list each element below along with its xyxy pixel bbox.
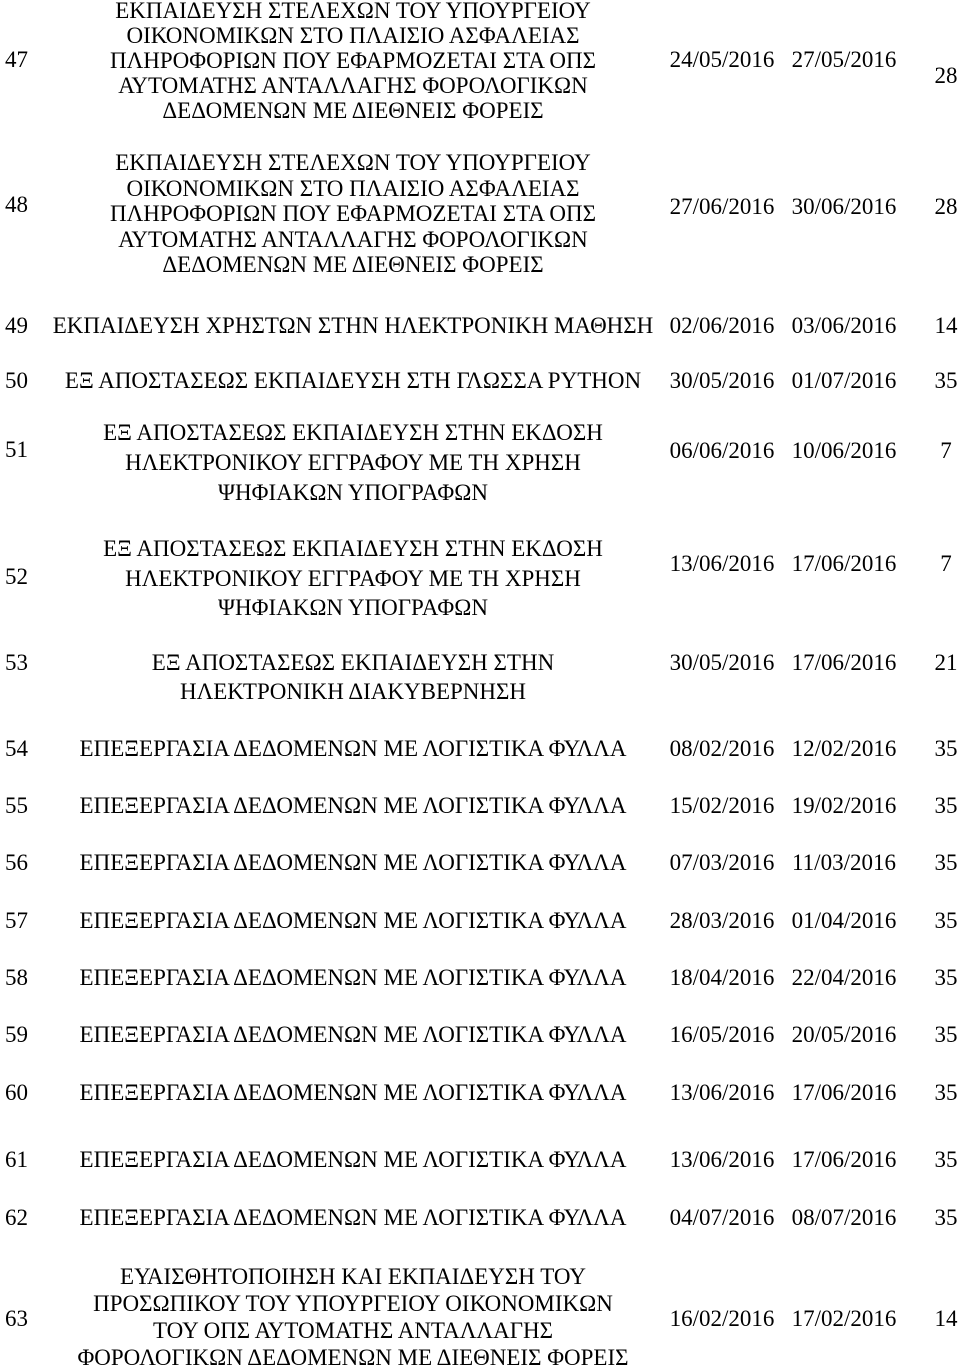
row-number: 52 (5, 564, 28, 589)
course-title-line: ΑΥΤΟΜΑΤΗΣ ΑΝΤΑΛΛΑΓΗΣ ΦΟΡΟΛΟΓΙΚΩΝ (118, 226, 588, 252)
course-title-line: ΗΛΕΚΤΡΟΝΙΚΟΥ ΕΓΓΡΑΦΟΥ ΜΕ ΤΗ ΧΡΗΣΗ (125, 450, 581, 475)
row-number: 60 (5, 1080, 28, 1105)
start-date: 30/05/2016 (669, 368, 775, 393)
hours: 35 (934, 850, 958, 875)
hours: 35 (934, 368, 958, 393)
course-title-line: ΕΞ ΑΠΟΣΤΑΣΕΩΣ ΕΚΠΑΙΔΕΥΣΗ ΣΤΗΝ ΕΚΔΟΣΗ (103, 420, 603, 445)
end-date: 20/05/2016 (791, 1022, 897, 1047)
start-date: 18/04/2016 (669, 965, 775, 990)
row-number: 55 (5, 793, 28, 818)
course-title (40, 0, 666, 123)
row-number: 56 (5, 850, 28, 875)
end-date: 12/02/2016 (791, 736, 897, 761)
end-date: 30/06/2016 (791, 194, 897, 219)
course-title (40, 793, 666, 819)
start-date: 04/07/2016 (669, 1205, 775, 1230)
course-title (40, 1022, 666, 1048)
hours: 28 (934, 63, 958, 88)
course-title-line: ΕΠΕΞΕΡΓΑΣΙΑ ΔΕΔΟΜΕΝΩΝ ΜΕ ΛΟΓΙΣΤΙΚΑ ΦΥΛΛΑ (79, 1080, 627, 1105)
end-date: 08/07/2016 (791, 1205, 897, 1230)
end-date: 01/04/2016 (791, 908, 897, 933)
row-number: 49 (5, 313, 28, 338)
end-date: 17/06/2016 (791, 650, 897, 675)
course-title-line: ΕΠΕΞΕΡΓΑΣΙΑ ΔΕΔΟΜΕΝΩΝ ΜΕ ΛΟΓΙΣΤΙΚΑ ΦΥΛΛΑ (79, 1147, 627, 1172)
course-title (40, 965, 666, 991)
end-date: 17/02/2016 (791, 1306, 897, 1331)
course-title (40, 1080, 666, 1106)
course-title-line: ΟΙΚΟΝΟΜΙΚΩΝ ΣΤΟ ΠΛΑΙΣΙΟ ΑΣΦΑΛΕΙΑΣ (126, 175, 580, 201)
start-date: 13/06/2016 (669, 1147, 775, 1172)
course-title (40, 648, 666, 706)
course-title (40, 368, 666, 394)
course-title-line: ΕΠΕΞΕΡΓΑΣΙΑ ΔΕΔΟΜΕΝΩΝ ΜΕ ΛΟΓΙΣΤΙΚΑ ΦΥΛΛΑ (79, 736, 627, 761)
end-date: 22/04/2016 (791, 965, 897, 990)
course-title-line: ΗΛΕΚΤΡΟΝΙΚΟΥ ΕΓΓΡΑΦΟΥ ΜΕ ΤΗ ΧΡΗΣΗ (125, 565, 581, 591)
course-title-line: ΟΙΚΟΝΟΜΙΚΩΝ ΣΤΟ ΠΛΑΙΣΙΟ ΑΣΦΑΛΕΙΑΣ (126, 23, 580, 48)
hours: 35 (934, 1080, 958, 1105)
course-title-line: ΠΛΗΡΟΦΟΡΙΩΝ ΠΟΥ ΕΦΑΡΜΟΖΕΤΑΙ ΣΤΑ ΟΠΣ (109, 48, 597, 73)
course-title-line: ΕΠΕΞΕΡΓΑΣΙΑ ΔΕΔΟΜΕΝΩΝ ΜΕ ΛΟΓΙΣΤΙΚΑ ΦΥΛΛΑ (79, 793, 627, 818)
start-date: 13/06/2016 (669, 1080, 775, 1105)
hours: 35 (934, 793, 958, 818)
end-date: 01/07/2016 (791, 368, 897, 393)
course-title-line: ΠΡΟΣΩΠΙΚΟΥ ΤΟΥ ΥΠΟΥΡΓΕΙΟΥ ΟΙΚΟΝΟΜΙΚΩΝ (93, 1291, 613, 1316)
hours: 35 (934, 1022, 958, 1047)
row-number: 53 (5, 650, 28, 675)
end-date: 17/06/2016 (791, 1080, 897, 1105)
course-title-line: ΕΚΠΑΙΔΕΥΣΗ ΧΡΗΣΤΩΝ ΣΤΗΝ ΗΛΕΚΤΡΟΝΙΚΗ ΜΑΘΗΣΗ (52, 313, 654, 338)
row-number: 51 (5, 437, 28, 462)
start-date: 13/06/2016 (669, 551, 775, 576)
course-title-line: ΨΗΦΙΑΚΩΝ ΥΠΟΓΡΑΦΩΝ (218, 595, 488, 620)
start-date: 02/06/2016 (669, 313, 775, 338)
row-number: 61 (5, 1147, 28, 1172)
hours: 28 (934, 194, 958, 219)
hours: 35 (934, 908, 958, 933)
course-title-line: ΗΛΕΚΤΡΟΝΙΚΗ ΔΙΑΚΥΒΕΡΝΗΣΗ (179, 679, 527, 704)
start-date: 27/06/2016 (669, 194, 775, 219)
row-number: 47 (5, 47, 28, 72)
hours: 35 (934, 1147, 958, 1172)
course-title-line: ΕΚΠΑΙΔΕΥΣΗ ΣΤΕΛΕΧΩΝ ΤΟΥ ΥΠΟΥΡΓΕΙΟΥ (115, 150, 591, 175)
start-date: 06/06/2016 (669, 438, 775, 463)
course-title-line: ΑΥΤΟΜΑΤΗΣ ΑΝΤΑΛΛΑΓΗΣ ΦΟΡΟΛΟΓΙΚΩΝ (118, 73, 588, 98)
hours: 21 (934, 650, 958, 675)
course-title (40, 534, 666, 623)
end-date: 17/06/2016 (791, 551, 897, 576)
hours: 35 (934, 965, 958, 990)
hours: 7 (940, 438, 952, 463)
start-date: 07/03/2016 (669, 850, 775, 875)
start-date: 28/03/2016 (669, 908, 775, 933)
start-date: 08/02/2016 (669, 736, 775, 761)
row-number: 48 (5, 192, 28, 217)
row-number: 62 (5, 1205, 28, 1230)
course-title-line: ΔΕΔΟΜΕΝΩΝ ΜΕ ΔΙΕΘΝΕΙΣ ΦΟΡΕΙΣ (162, 252, 544, 277)
course-title-line: ΠΛΗΡΟΦΟΡΙΩΝ ΠΟΥ ΕΦΑΡΜΟΖΕΤΑΙ ΣΤΑ ΟΠΣ (109, 201, 597, 226)
start-date: 30/05/2016 (669, 650, 775, 675)
course-title (40, 313, 666, 339)
course-title (40, 850, 666, 876)
end-date: 10/06/2016 (791, 438, 897, 463)
row-number: 59 (5, 1022, 28, 1047)
course-title-line: ΕΠΕΞΕΡΓΑΣΙΑ ΔΕΔΟΜΕΝΩΝ ΜΕ ΛΟΓΙΣΤΙΚΑ ΦΥΛΛΑ (79, 1022, 627, 1047)
course-title-line: ΕΥΑΙΣΘΗΤΟΠΟΙΗΣΗ ΚΑΙ ΕΚΠΑΙΔΕΥΣΗ ΤΟΥ (120, 1264, 586, 1289)
hours: 7 (940, 551, 952, 576)
course-title-line: ΔΕΔΟΜΕΝΩΝ ΜΕ ΔΙΕΘΝΕΙΣ ΦΟΡΕΙΣ (162, 98, 544, 123)
course-title-line: ΦΟΡΟΛΟΓΙΚΩΝ ΔΕΔΟΜΕΝΩΝ ΜΕ ΔΙΕΘΝΕΙΣ ΦΟΡΕΙΣ (77, 1345, 629, 1370)
start-date: 16/02/2016 (669, 1306, 775, 1331)
course-title (40, 418, 666, 508)
row-number: 63 (5, 1306, 28, 1331)
hours: 14 (934, 1306, 958, 1331)
course-title-line: ΕΠΕΞΕΡΓΑΣΙΑ ΔΕΔΟΜΕΝΩΝ ΜΕ ΛΟΓΙΣΤΙΚΑ ΦΥΛΛΑ (79, 1205, 627, 1230)
hours: 35 (934, 1205, 958, 1230)
end-date: 27/05/2016 (791, 47, 897, 72)
course-title (40, 150, 666, 278)
course-title (40, 1147, 666, 1173)
row-number: 57 (5, 908, 28, 933)
hours: 35 (934, 736, 958, 761)
course-title-line: ΕΞ ΑΠΟΣΤΑΣΕΩΣ ΕΚΠΑΙΔΕΥΣΗ ΣΤΗΝ (151, 650, 555, 675)
start-date: 16/05/2016 (669, 1022, 775, 1047)
course-title-line: ΕΠΕΞΕΡΓΑΣΙΑ ΔΕΔΟΜΕΝΩΝ ΜΕ ΛΟΓΙΣΤΙΚΑ ΦΥΛΛΑ (79, 965, 627, 990)
end-date: 03/06/2016 (791, 313, 897, 338)
end-date: 19/02/2016 (791, 793, 897, 818)
course-title-line: ΕΞ ΑΠΟΣΤΑΣΕΩΣ ΕΚΠΑΙΔΕΥΣΗ ΣΤΗΝ ΕΚΔΟΣΗ (103, 536, 603, 561)
course-title (40, 908, 666, 934)
row-number: 50 (5, 368, 28, 393)
course-title-line: ΕΠΕΞΕΡΓΑΣΙΑ ΔΕΔΟΜΕΝΩΝ ΜΕ ΛΟΓΙΣΤΙΚΑ ΦΥΛΛΑ (79, 850, 627, 875)
course-title-line: ΨΗΦΙΑΚΩΝ ΥΠΟΓΡΑΦΩΝ (218, 480, 488, 505)
end-date: 11/03/2016 (792, 850, 896, 875)
course-title (40, 1205, 666, 1231)
start-date: 15/02/2016 (669, 793, 775, 818)
course-title-line: ΤΟΥ ΟΠΣ ΑΥΤΟΜΑΤΗΣ ΑΝΤΑΛΛΑΓΗΣ (152, 1318, 554, 1343)
start-date: 24/05/2016 (669, 47, 775, 72)
end-date: 17/06/2016 (791, 1147, 897, 1172)
course-title (40, 736, 666, 762)
course-title-line: ΕΠΕΞΕΡΓΑΣΙΑ ΔΕΔΟΜΕΝΩΝ ΜΕ ΛΟΓΙΣΤΙΚΑ ΦΥΛΛΑ (79, 908, 627, 933)
row-number: 54 (5, 736, 28, 761)
course-title (40, 1263, 666, 1371)
row-number: 58 (5, 965, 28, 990)
course-title-line: ΕΞ ΑΠΟΣΤΑΣΕΩΣ ΕΚΠΑΙΔΕΥΣΗ ΣΤΗ ΓΛΩΣΣΑ PYTHON (64, 368, 642, 393)
course-title-line: ΕΚΠΑΙΔΕΥΣΗ ΣΤΕΛΕΧΩΝ ΤΟΥ ΥΠΟΥΡΓΕΙΟΥ (115, 0, 591, 23)
hours: 14 (934, 313, 958, 338)
